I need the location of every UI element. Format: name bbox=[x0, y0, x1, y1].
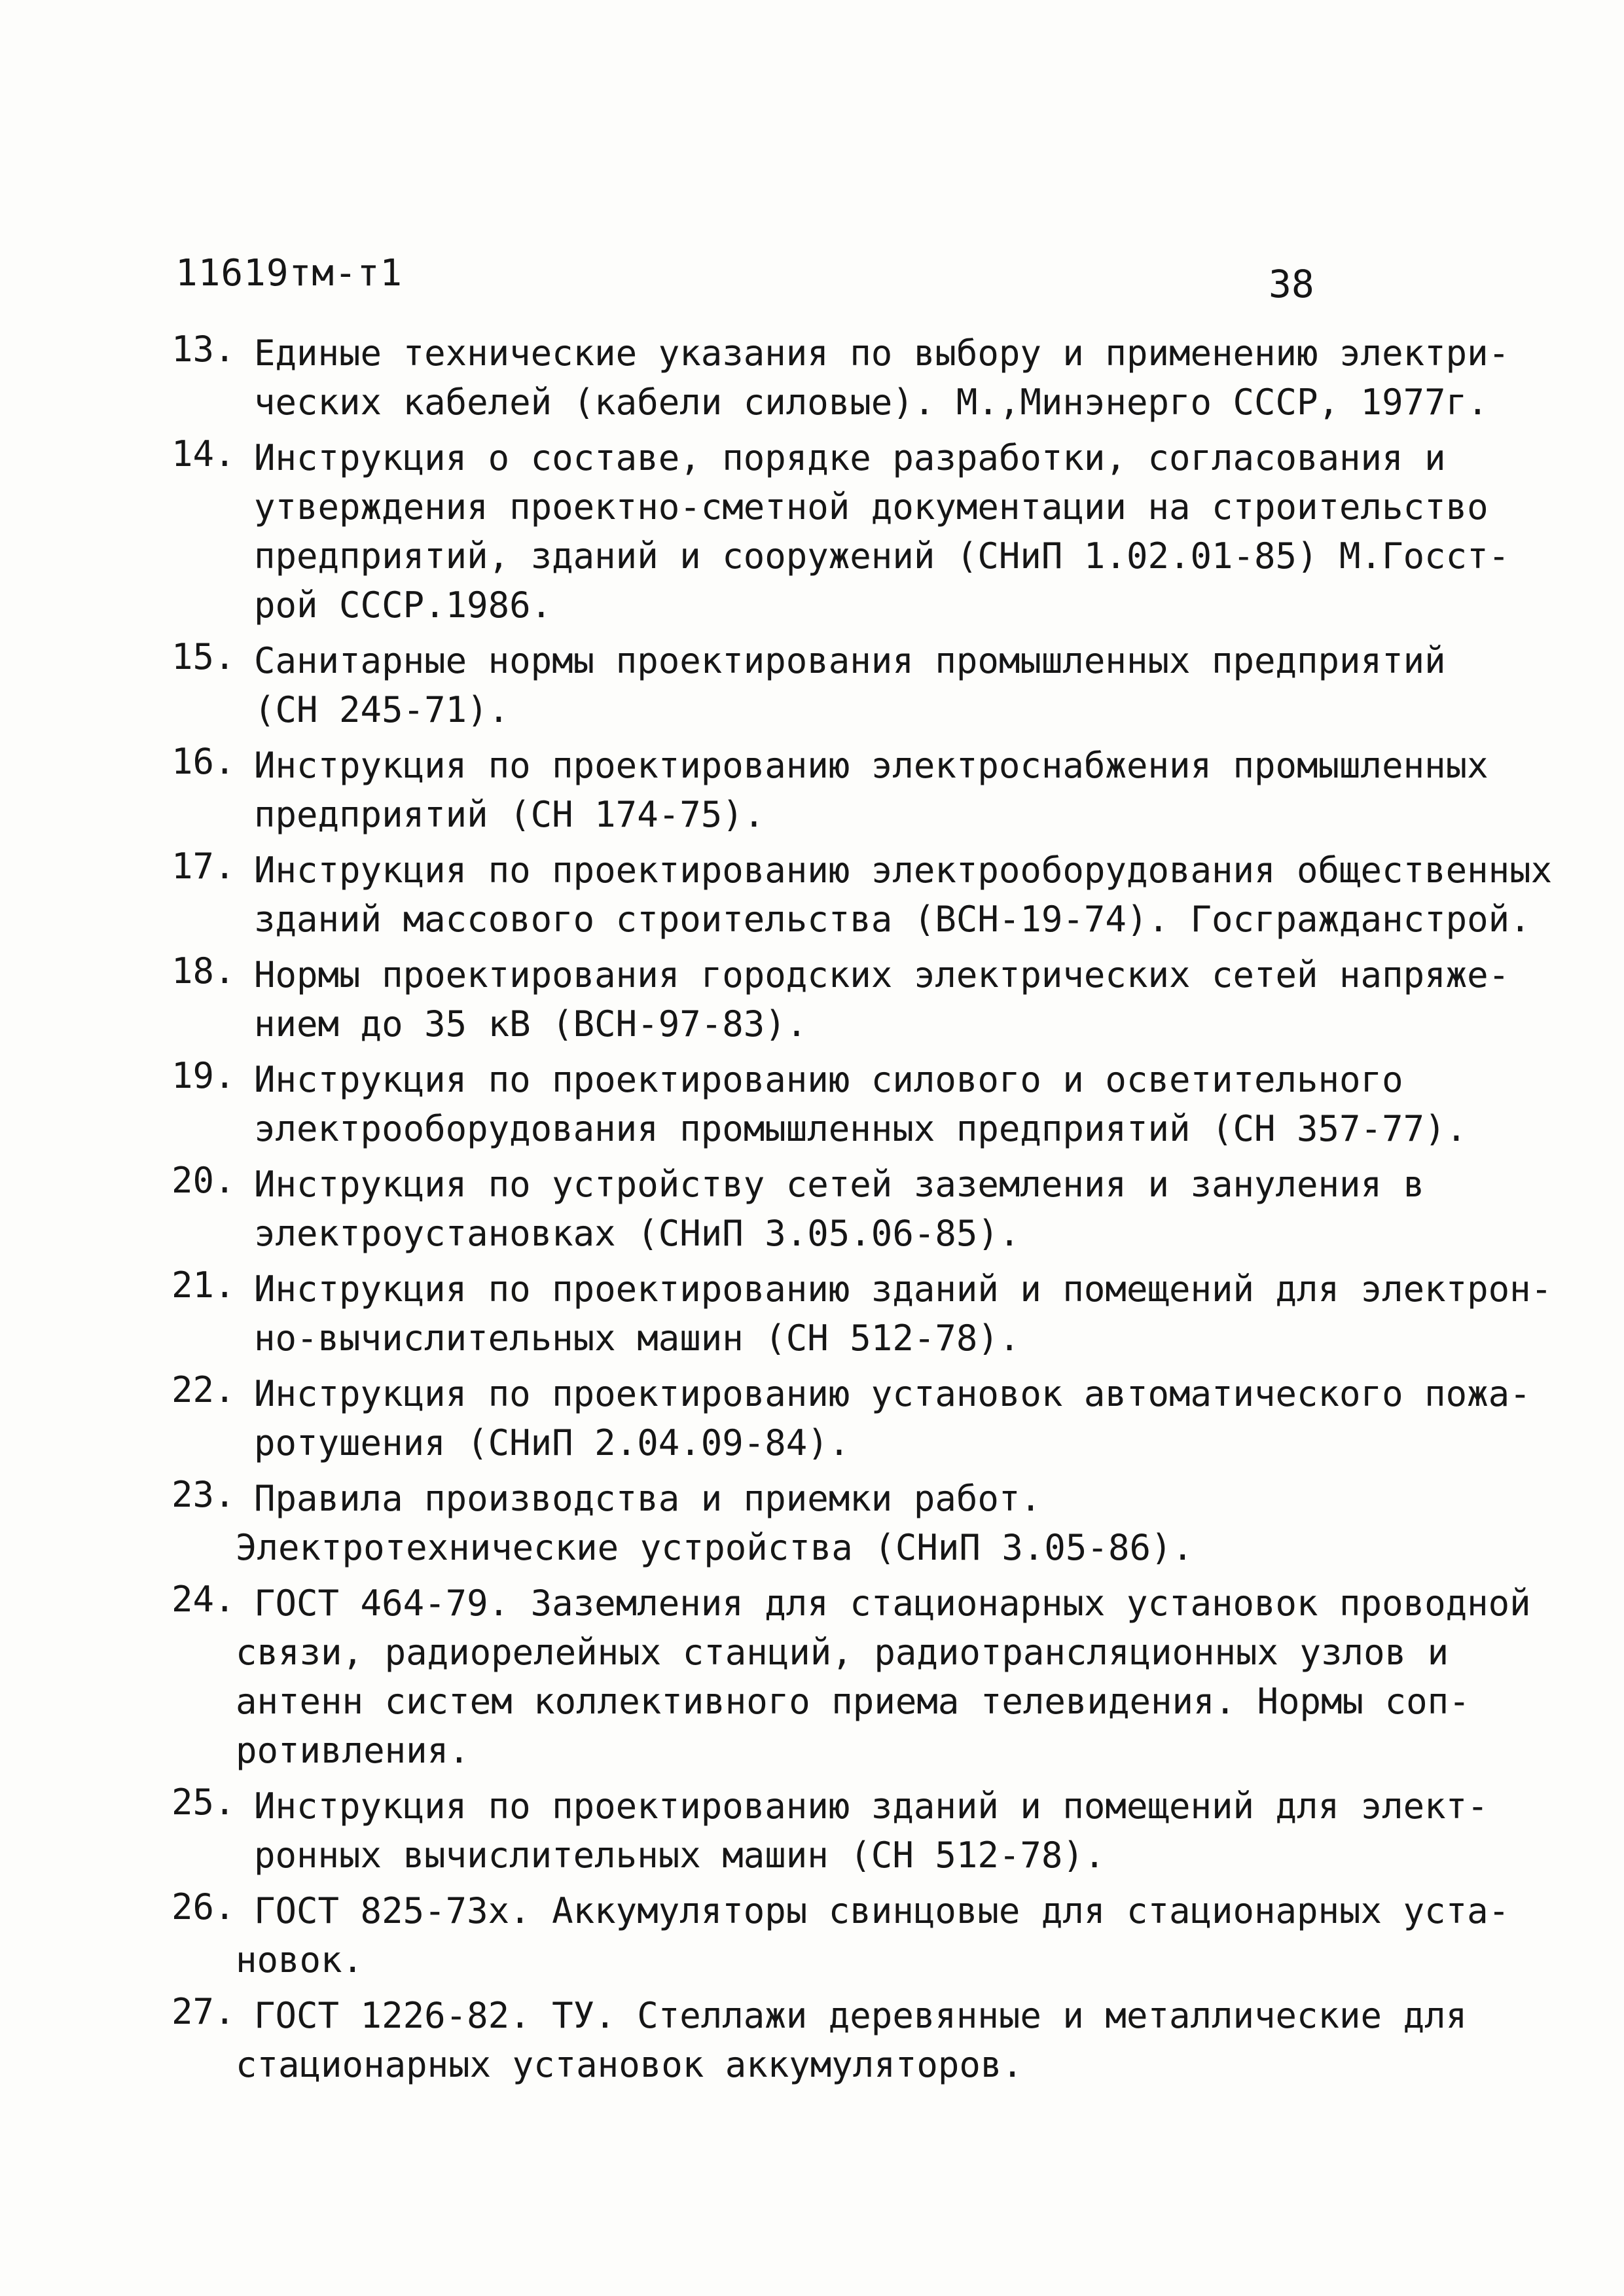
reference-line: ческих кабелей (кабели силовые). М.,Минэнерго СССР, 1977г. bbox=[254, 382, 1489, 423]
reference-line: Нормы проектирования городских электрических сетей напряже- bbox=[254, 954, 1510, 996]
reference-text bbox=[254, 1369, 1531, 1467]
reference-item bbox=[171, 1055, 1507, 1153]
page-number: 38 bbox=[1269, 262, 1314, 306]
reference-text bbox=[254, 1265, 1552, 1363]
reference-list bbox=[171, 329, 1553, 2096]
reference-item bbox=[171, 1782, 1507, 1880]
reference-line: ГОСТ 1226-82. ТУ. Стеллажи деревянные и металлические для bbox=[254, 1995, 1468, 2036]
reference-item bbox=[171, 329, 1510, 427]
reference-line: стационарных установок аккумуляторов. bbox=[236, 2044, 1023, 2085]
reference-line: предприятий (СН 174-75). bbox=[254, 794, 765, 835]
reference-text bbox=[254, 433, 1509, 630]
reference-line: (СН 245-71). bbox=[254, 689, 510, 730]
reference-line: Инструкция о составе, порядке разработки, согласования и bbox=[254, 437, 1446, 478]
reference-number: 18. bbox=[171, 950, 236, 992]
reference-number: 16. bbox=[171, 741, 236, 782]
document-code: 11619тм-т1 bbox=[175, 252, 403, 295]
reference-line: предприятий, зданий и сооружений (СНиП 1.02.01-85) М.Госст- bbox=[254, 535, 1510, 577]
reference-line: Правила производства и приемки работ. bbox=[254, 1478, 1041, 1519]
reference-line: электрооборудования промышленных предприятий (СН 357-77). bbox=[254, 1108, 1468, 1149]
reference-line: Инструкция по проектированию установок автоматического пожа- bbox=[254, 1373, 1531, 1414]
reference-line: ротивления. bbox=[236, 1730, 470, 1771]
reference-line: утверждения проектно-сметной документации на строительство bbox=[254, 486, 1489, 528]
reference-line: Инструкция по проектированию электроснабжения промышленных bbox=[254, 745, 1489, 786]
reference-line: ГОСТ 825-73х. Аккумуляторы свинцовые для стационарных уста- bbox=[254, 1890, 1510, 1931]
reference-number: 19. bbox=[171, 1055, 236, 1096]
reference-line: антенн систем коллективного приема телевидения. Нормы соп- bbox=[236, 1681, 1470, 1722]
reference-line: рой СССР.1986. bbox=[254, 584, 552, 626]
reference-line: Инструкция по проектированию зданий и помещений для электрон- bbox=[254, 1268, 1553, 1310]
reference-text bbox=[236, 1991, 1507, 2089]
reference-text bbox=[254, 950, 1509, 1049]
reference-text bbox=[236, 1886, 1510, 1984]
reference-text bbox=[254, 846, 1552, 944]
reference-number: 20. bbox=[171, 1160, 236, 1201]
reference-item bbox=[171, 1886, 1510, 1984]
reference-item bbox=[171, 950, 1510, 1049]
reference-line: ГОСТ 464-79. Заземления для стационарных установок проводной bbox=[254, 1583, 1531, 1624]
reference-line: Инструкция по проектированию силового и осветительного bbox=[254, 1059, 1403, 1100]
reference-item bbox=[171, 433, 1510, 630]
reference-item bbox=[171, 741, 1507, 839]
reference-number: 24. bbox=[171, 1579, 236, 1620]
reference-line: Инструкция по проектированию зданий и помещений для элект- bbox=[254, 1785, 1489, 1827]
reference-number: 27. bbox=[171, 1991, 236, 2032]
reference-line: но-вычислительных машин (СН 512-78). bbox=[254, 1318, 1020, 1359]
reference-line: зданий массового строительства (ВСН-19-74). Госгражданстрой. bbox=[254, 899, 1531, 940]
reference-line: связи, радиорелейных станций, радиотрансляционных узлов и bbox=[236, 1632, 1449, 1673]
reference-text bbox=[236, 1579, 1531, 1775]
reference-text bbox=[254, 1055, 1507, 1153]
reference-number: 23. bbox=[171, 1474, 236, 1515]
reference-line: Единые технические указания по выбору и применению электри- bbox=[254, 332, 1510, 374]
reference-text bbox=[254, 636, 1507, 734]
reference-item bbox=[171, 1991, 1507, 2089]
reference-number: 14. bbox=[171, 433, 236, 475]
reference-line: Инструкция по проектированию электрооборудования общественных bbox=[254, 850, 1553, 891]
reference-line: ронных вычислительных машин (СН 512-78). bbox=[254, 1835, 1106, 1876]
reference-number: 15. bbox=[171, 636, 236, 677]
reference-item bbox=[171, 846, 1553, 944]
reference-line: ротушения (СНиП 2.04.09-84). bbox=[254, 1422, 850, 1463]
reference-item bbox=[171, 1579, 1531, 1775]
reference-text bbox=[254, 741, 1507, 839]
reference-number: 13. bbox=[171, 329, 236, 370]
reference-item bbox=[171, 1369, 1531, 1467]
reference-line: нием до 35 кВ (ВСН-97-83). bbox=[254, 1003, 808, 1045]
reference-number: 26. bbox=[171, 1886, 236, 1928]
reference-line: Электротехнические устройства (СНиП 3.05-86). bbox=[236, 1527, 1193, 1568]
reference-line: Инструкция по устройству сетей заземления и зануления в bbox=[254, 1164, 1425, 1205]
reference-text bbox=[254, 1160, 1507, 1258]
reference-text bbox=[236, 1474, 1507, 1572]
reference-line: электроустановках (СНиП 3.05.06-85). bbox=[254, 1213, 1020, 1254]
reference-item bbox=[171, 1474, 1507, 1572]
reference-item bbox=[171, 1160, 1507, 1258]
reference-text bbox=[254, 329, 1509, 427]
reference-item bbox=[171, 1265, 1553, 1363]
reference-number: 25. bbox=[171, 1782, 236, 1823]
reference-line: Санитарные нормы проектирования промышленных предприятий bbox=[254, 640, 1446, 681]
reference-number: 21. bbox=[171, 1265, 236, 1306]
reference-item bbox=[171, 636, 1507, 734]
reference-line: новок. bbox=[236, 1939, 364, 1981]
reference-text bbox=[254, 1782, 1507, 1880]
reference-number: 22. bbox=[171, 1369, 236, 1410]
reference-number: 17. bbox=[171, 846, 236, 887]
